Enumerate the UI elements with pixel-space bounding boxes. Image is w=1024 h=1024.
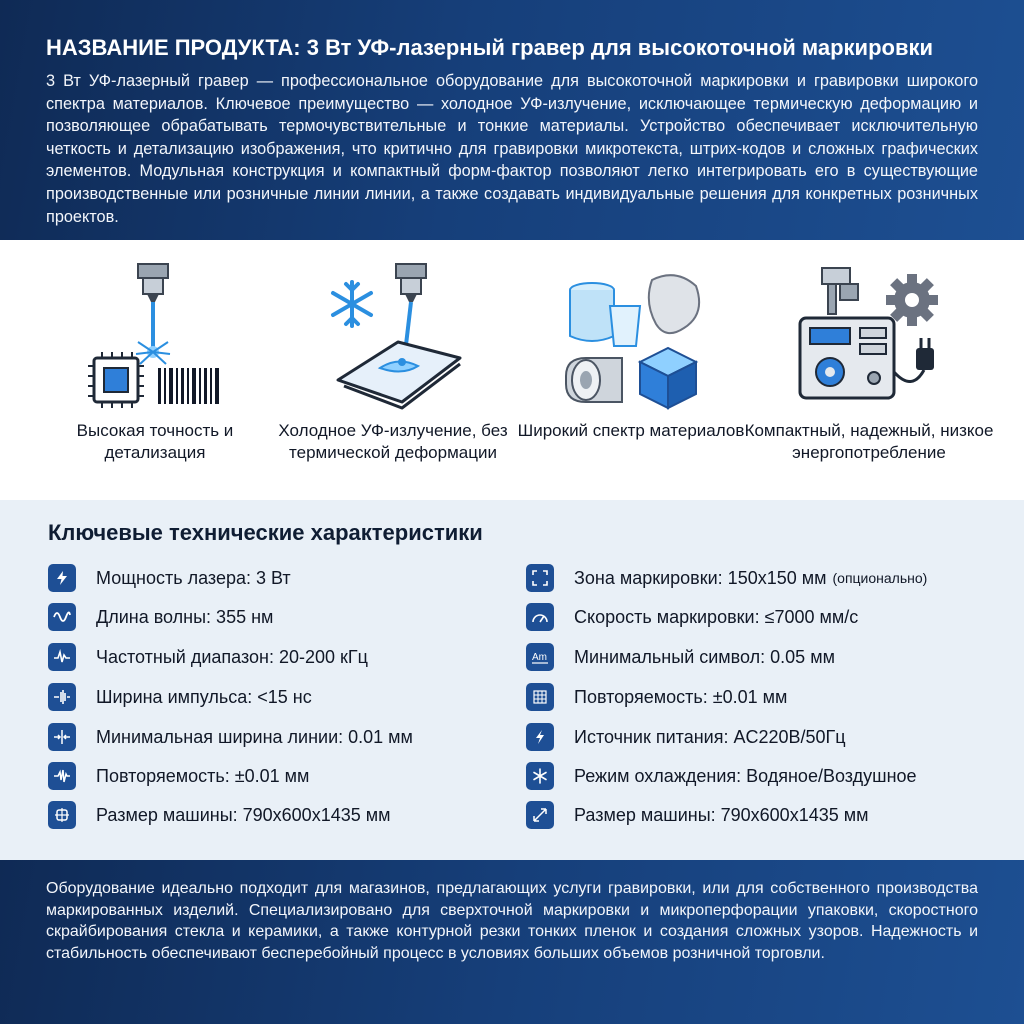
spec-wavelength: Длина волны: 355 нм	[48, 602, 273, 632]
product-description: 3 Вт УФ-лазерный гравер — профессиональное оборудование для высокоточной маркировки и гравировки широкого спектра материалов. Ключевое преимущество — холодное УФ-излучение, исключающее термическую деформацию и позволяющее обрабатывать термочувствительные и тонкие материалы. Устройство обеспечивает исключительную четкость и детализацию изображения, что критично для гравировки микротекста, штрих-кодов и сложных графических элементов. Модульная конструкция и компактный форм-фактор позволяют легко интегрировать его в существующие производственные или розничные линии линии, а также создавать индивидуальные решения для конкретных розничных проектов.	[46, 72, 978, 226]
spec-machine-size-right: Размер машины: 790x600x1435 мм	[526, 800, 869, 830]
spec-min-symbol: Am Минимальный символ: 0.05 мм	[526, 642, 835, 672]
signal-icon	[48, 762, 76, 790]
spec-min-line-width: Минимальная ширина линии: 0.01 мм	[48, 722, 413, 752]
frame-corners-icon	[526, 564, 554, 592]
spec-power-supply: Источник питания: AC220В/50Гц	[526, 722, 846, 752]
header-banner	[0, 0, 1024, 240]
machine-size-icon	[48, 801, 76, 829]
spec-marking-area: Зона маркировки: 150x150 мм (опционально)	[526, 563, 927, 593]
lightning-icon	[48, 564, 76, 592]
snowflake-icon	[526, 762, 554, 790]
spec-marking-speed: Скорость маркировки: ≤7000 мм/с	[526, 602, 858, 632]
specs-title: Ключевые технические характеристики	[48, 520, 483, 545]
feature-materials-label: Широкий спектр материалов	[517, 421, 745, 440]
feature-compact-label: Компактный, надежный, низкое энергопотребление	[744, 421, 994, 462]
symbol-icon	[526, 643, 554, 671]
features-section	[0, 240, 1024, 500]
grid-icon	[526, 683, 554, 711]
impulse-icon	[48, 683, 76, 711]
footer-banner	[0, 860, 1024, 1024]
dimensions-icon	[526, 801, 554, 829]
product-title: НАЗВАНИЕ ПРОДУКТА: 3 Вт УФ-лазерный гравер для высокоточной маркировки	[46, 35, 934, 60]
footer-text: Оборудование идеально подходит для магазинов, предлагающих услуги гравировки, или для собственного производства маркированных изделий. Специализировано для сверхточной маркировки и микроперфорации упаковки, скоростного скрайбирования стекла и керамики, а также контурной резки тонких пленок и создания сложных узоров. Надежность и стабильность обеспечивают бесперебойный процесс в условиях больших объемов розничной торговли.	[46, 880, 978, 962]
speedometer-icon	[526, 603, 554, 631]
spec-laser-power: Мощность лазера: 3 Вт	[48, 563, 291, 593]
spec-machine-size-left: Размер машины: 790x600x1435 мм	[48, 800, 391, 830]
specs-section	[0, 500, 1024, 860]
spec-pulse-width: Ширина импульса: <15 нс	[48, 682, 312, 712]
spec-repeatability-right: Повторяемость: ±0.01 мм	[526, 682, 787, 712]
spec-repeatability-left: Повторяемость: ±0.01 мм	[48, 761, 309, 791]
machine-gear-plug-icon	[794, 262, 944, 422]
snowflake-laser-icon	[318, 262, 468, 422]
pulse-wave-icon	[48, 643, 76, 671]
spec-frequency: Частотный диапазон: 20-200 кГц	[48, 642, 368, 672]
feature-precision-label: Высокая точность и детализация	[76, 421, 234, 462]
spec-cooling-mode: Режим охлаждения: Водяное/Воздушное	[526, 761, 917, 791]
feature-cold-uv-label: Холодное УФ-излучение, без термической деформации	[278, 421, 508, 462]
laser-chip-barcode-icon	[80, 262, 230, 422]
line-width-icon	[48, 723, 76, 751]
power-icon	[526, 723, 554, 751]
sine-wave-icon	[48, 603, 76, 631]
svg-text:Am: Am	[532, 652, 547, 663]
materials-icon	[556, 262, 706, 422]
